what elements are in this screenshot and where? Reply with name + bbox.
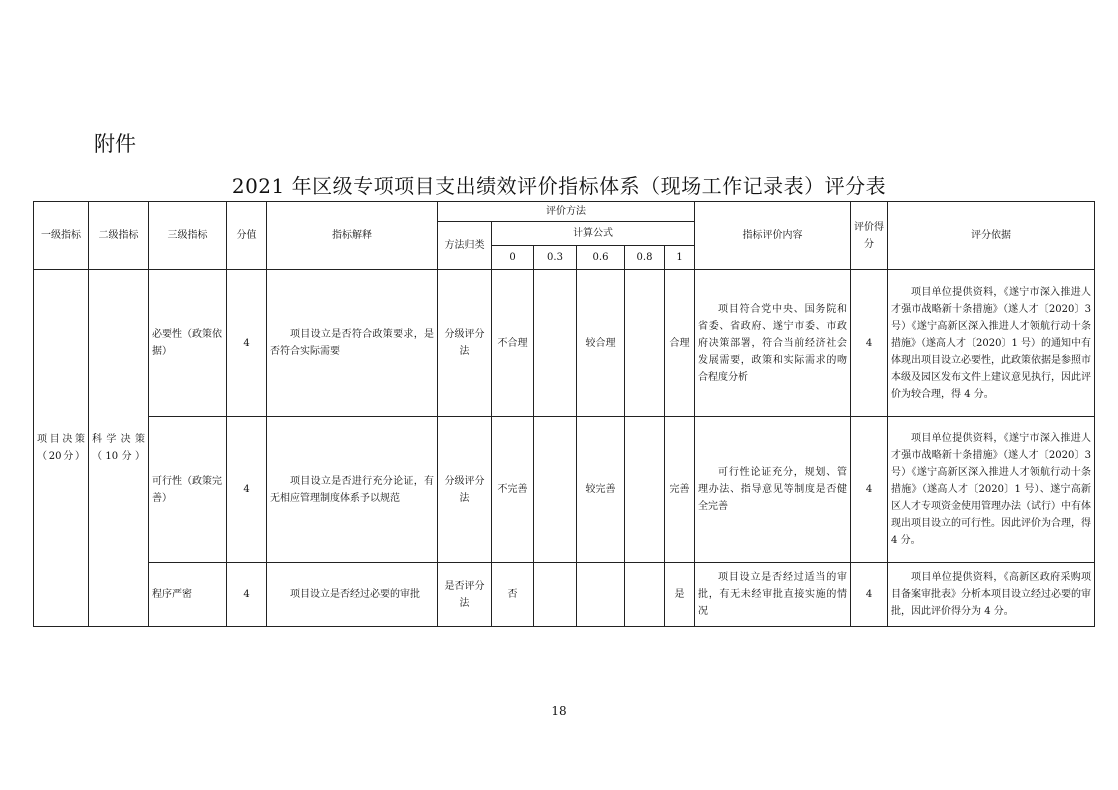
col-header-level2: 二级指标 (89, 202, 149, 270)
col-header-level1: 一级指标 (34, 202, 89, 270)
col-header-content: 指标评价内容 (695, 202, 851, 270)
level3-cell: 必要性（政策依据） (149, 270, 227, 417)
table-row (34, 270, 1095, 417)
page-title: 2021 年区级专项项目支出绩效评价指标体系（现场工作记录表）评分表 (231, 174, 887, 198)
explanation-cell: 项目设立是否进行充分论证，有无相应管理制度体系予以规范 (267, 417, 438, 563)
explanation-cell: 项目设立是否符合政策要求，是否符合实际需要 (267, 270, 438, 417)
formula-0-cell: 否 (492, 563, 534, 627)
formula-0-3-cell (534, 270, 577, 417)
basis-cell: 项目单位提供资料，《高新区政府采购项目备案审批表》分析本项目设立经过必要的审批，因此评价得分为 4 分。 (888, 563, 1095, 627)
formula-0-6-cell: 较合理 (577, 270, 625, 417)
page-number: 18 (551, 704, 567, 718)
formula-0-8-cell (625, 417, 665, 563)
score-value-cell: 4 (227, 417, 267, 563)
explanation-cell: 项目设立是否经过必要的审批 (267, 563, 438, 627)
evaluation-table (33, 201, 1095, 627)
basis-cell: 项目单位提供资料，《遂宁市深入推进人才强市战略新十条措施》（遂人才〔2020〕3 号）《遂宁高新区深入推进人才领航行动十条措施》（遂高人才〔2020〕1 号）的通知中有体现出项目设立必要性，此政策依据是参照市本级及园区发布文件上建议意见执行，因此评价为较合理，得 4 分。 (888, 270, 1095, 417)
level2-cell: 科学决策（10分） (89, 270, 149, 627)
content-cell: 项目设立是否经过适当的审批，有无未经审批直接实施的情况 (695, 563, 851, 627)
table-row (34, 563, 1095, 627)
level3-cell: 可行性（政策完善） (149, 417, 227, 563)
col-header-score: 评价得分 (851, 202, 888, 270)
formula-1-cell: 完善 (665, 417, 695, 563)
header-row-1 (34, 202, 1095, 222)
formula-0-3-cell (534, 563, 577, 627)
formula-point-0-8: 0.8 (625, 246, 665, 270)
level3-cell: 程序严密 (149, 563, 227, 627)
formula-0-cell: 不合理 (492, 270, 534, 417)
method-cell: 分级评分法 (438, 270, 492, 417)
level1-cell: 项目决策（20分） (34, 270, 89, 627)
formula-0-6-cell (577, 563, 625, 627)
formula-point-0-6: 0.6 (577, 246, 625, 270)
col-header-explanation: 指标解释 (267, 202, 438, 270)
col-header-basis: 评分依据 (888, 202, 1095, 270)
score-value-cell: 4 (227, 563, 267, 627)
formula-1-cell: 是 (665, 563, 695, 627)
basis-cell: 项目单位提供资料，《遂宁市深入推进人才强市战略新十条措施》（遂人才〔2020〕3 号）《遂宁高新区深入推进人才领航行动十条措施》（遂高人才〔2020〕1 号）、遂宁高新区人才专项资金使用管理办法（试行）中有体现出项目设立的可行性。因此评价为合理，得 4 分。 (888, 417, 1095, 563)
col-header-method-type: 方法归类 (438, 222, 492, 270)
formula-0-8-cell (625, 270, 665, 417)
method-cell: 分级评分法 (438, 417, 492, 563)
formula-0-8-cell (625, 563, 665, 627)
content-cell: 项目符合党中央、国务院和省委、省政府、遂宁市委、市政府决策部署，符合当前经济社会发展需要，政策和实际需求的吻合程度分析 (695, 270, 851, 417)
col-header-score-value: 分值 (227, 202, 267, 270)
attachment-label: 附件 (94, 132, 136, 156)
formula-0-6-cell: 较完善 (577, 417, 625, 563)
table-row (34, 417, 1095, 563)
formula-point-0-3: 0.3 (534, 246, 577, 270)
method-cell: 是否评分法 (438, 563, 492, 627)
score-cell: 4 (851, 563, 888, 627)
formula-1-cell: 合理 (665, 270, 695, 417)
content-cell: 可行性论证充分，规划、管理办法、指导意见等制度是否健全完善 (695, 417, 851, 563)
formula-0-cell: 不完善 (492, 417, 534, 563)
formula-0-3-cell (534, 417, 577, 563)
formula-point-1: 1 (665, 246, 695, 270)
col-header-level3: 三级指标 (149, 202, 227, 270)
score-value-cell: 4 (227, 270, 267, 417)
score-cell: 4 (851, 417, 888, 563)
col-header-method-group: 评价方法 (438, 202, 695, 222)
formula-point-0: 0 (492, 246, 534, 270)
col-header-formula: 计算公式 (492, 222, 695, 246)
score-cell: 4 (851, 270, 888, 417)
